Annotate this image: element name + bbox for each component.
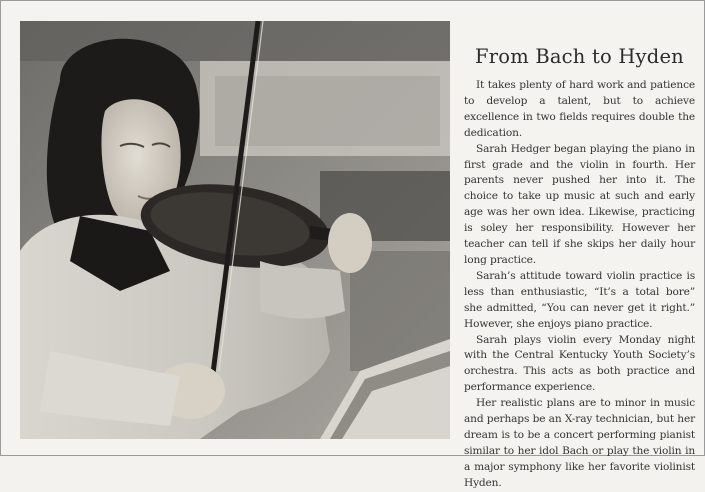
left-hand: [328, 213, 372, 273]
paragraph-intro: It takes plenty of hard work and patience to develop a talent, but to achieve excellence in two fields requires double the dedication.: [464, 79, 695, 139]
violinist-photo: [20, 21, 450, 439]
paragraph-attitude: Sarah’s attitude toward violin practice is less than enthusiastic, “It’s a total bore” she admitted, “You can never get it right.” However, she enjoys piano practice.: [464, 269, 695, 330]
paragraph-beginnings: Sarah Hedger began playing the piano in first grade and the violin in fourth. Her parents never pushed her into it. The choice to take up music at such and early age was her own idea. Likewise, practicing is soley her responsibility. However her teacher can tell if she skips her daily hour long practice.: [464, 142, 695, 266]
headline: From Bach to Hyden: [475, 45, 684, 68]
paragraph-plans: Her realistic plans are to minor in music and perhaps be an X-ray technician, but her dream is to be a concert performing pianist similar to her idol Bach or play the violin in a major symphony like her favorite violinist Hyden.: [464, 397, 695, 489]
photo-illustration: [20, 21, 450, 439]
paragraph-orchestra: Sarah plays violin every Monday night with the Central Kentucky Youth Society’s orchestra. This acts as both practice and performance experience.: [464, 333, 695, 394]
article: [464, 45, 695, 492]
